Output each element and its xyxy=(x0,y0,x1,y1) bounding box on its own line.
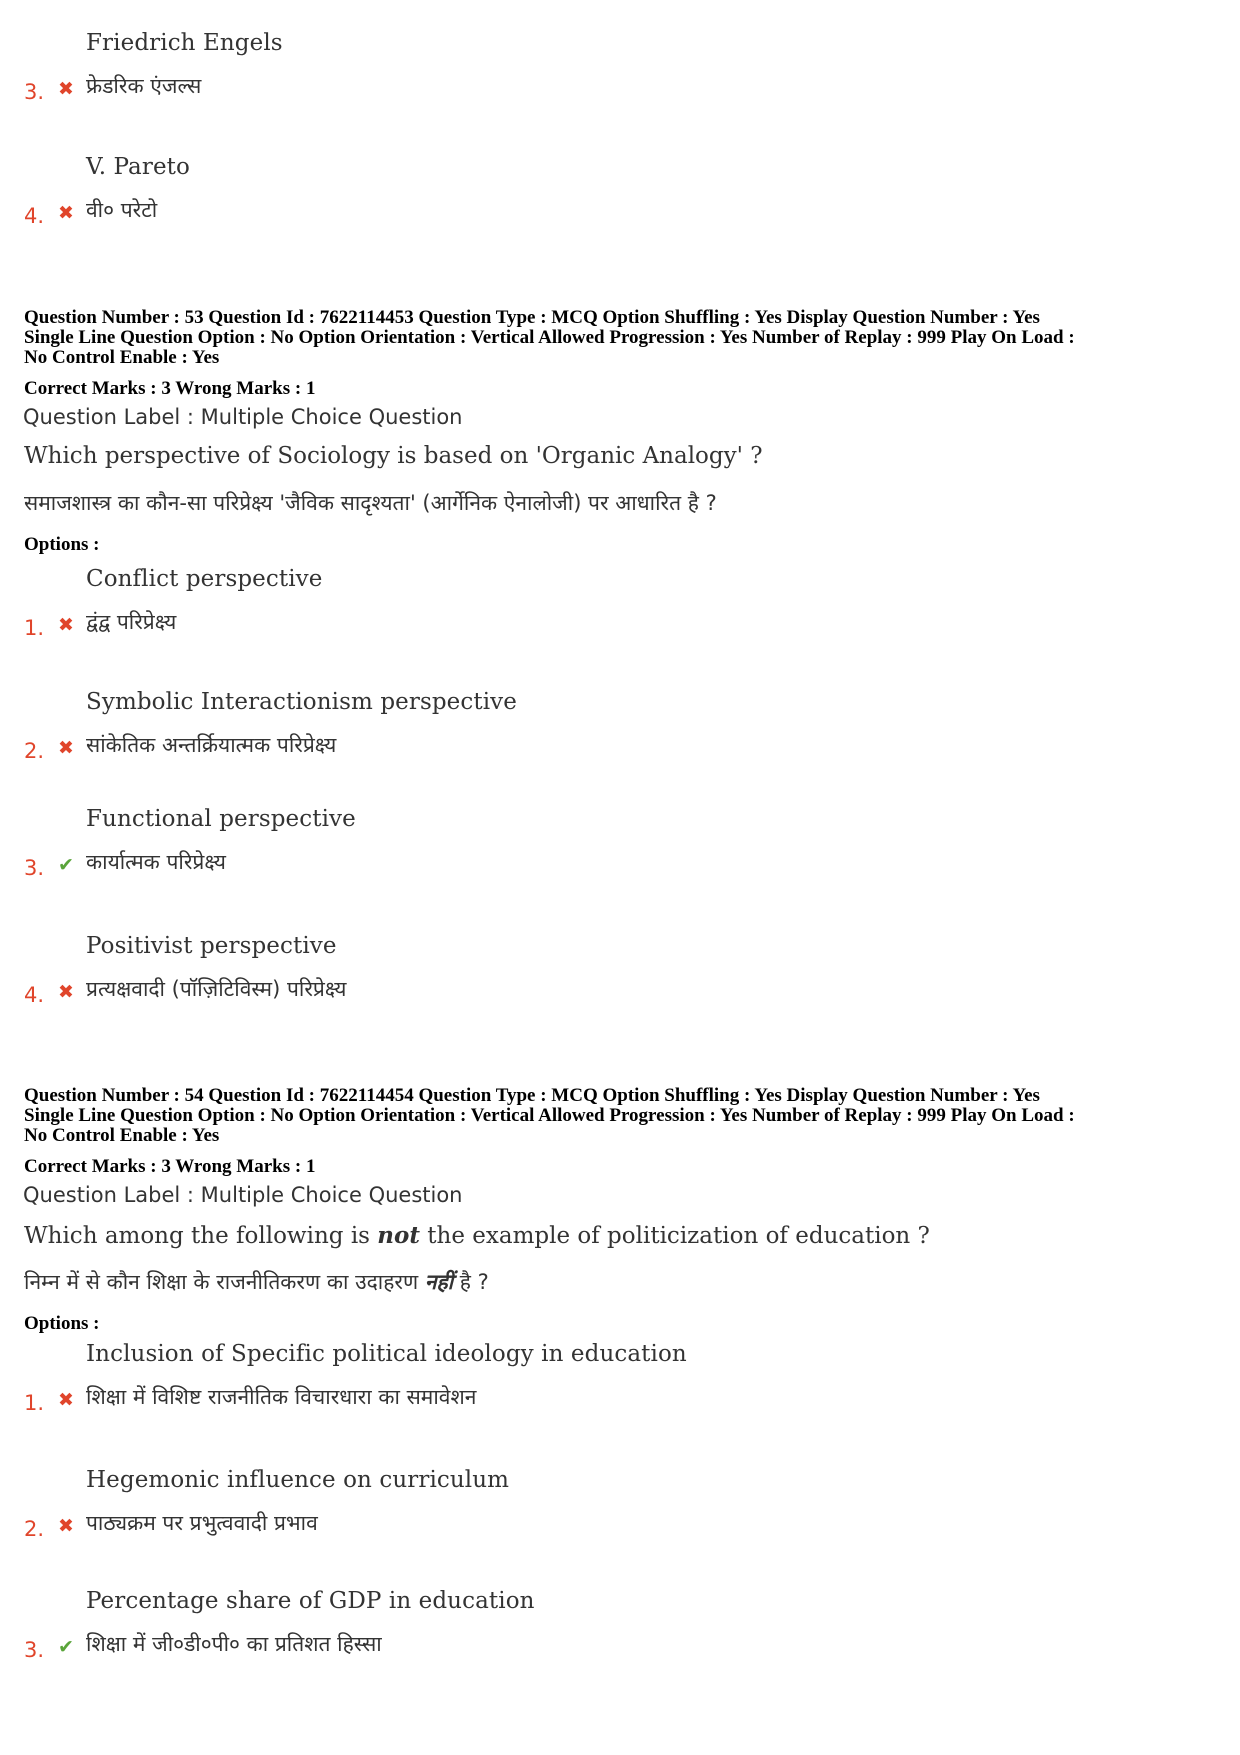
correct-check-icon: ✔ xyxy=(58,854,74,876)
meta-line: Single Line Question Option : No Option Orientation : Vertical Allowed Progression : Yes Number of Replay : 999 Play On Load : xyxy=(24,327,1075,348)
question-text-part: Which among the following is xyxy=(24,1223,378,1249)
option-text-en: V. Pareto xyxy=(86,154,190,180)
wrong-cross-icon: ✖ xyxy=(58,1515,74,1537)
option-text-hi: प्रत्यक्षवादी (पॉज़िटिविस्म) परिप्रेक्ष्य xyxy=(86,977,347,1001)
question-label: Question Label : Multiple Choice Question xyxy=(23,1183,463,1207)
question-label: Question Label : Multiple Choice Question xyxy=(23,405,463,429)
option-number: 4. xyxy=(24,204,45,228)
question-text-part: निम्न में से कौन शिक्षा के राजनीतिकरण का उदाहरण xyxy=(24,1270,425,1294)
option-number: 4. xyxy=(24,983,45,1007)
wrong-cross-icon: ✖ xyxy=(58,737,74,759)
option-text-hi: कार्यात्मक परिप्रेक्ष्य xyxy=(86,850,226,874)
question-text-en: Which perspective of Sociology is based on 'Organic Analogy' ? xyxy=(24,443,763,469)
option-text-en: Friedrich Engels xyxy=(86,30,283,56)
option-text-en: Hegemonic influence on curriculum xyxy=(86,1467,510,1493)
question-text-part: है ? xyxy=(453,1270,489,1294)
option-text-hi: सांकेतिक अन्तर्क्रियात्मक परिप्रेक्ष्य xyxy=(86,733,337,757)
wrong-cross-icon: ✖ xyxy=(58,981,74,1003)
option-text-en: Percentage share of GDP in education xyxy=(86,1588,535,1614)
meta-line: No Control Enable : Yes xyxy=(24,1125,220,1146)
option-number: 1. xyxy=(24,616,45,640)
option-text-en: Functional perspective xyxy=(86,806,356,832)
question-marks: Correct Marks : 3 Wrong Marks : 1 xyxy=(24,1156,316,1177)
options-label: Options : xyxy=(24,1313,100,1334)
option-number: 3. xyxy=(24,1638,45,1662)
option-number: 2. xyxy=(24,1517,45,1541)
question-text-en xyxy=(24,1222,930,1249)
correct-check-icon: ✔ xyxy=(58,1636,74,1658)
wrong-cross-icon: ✖ xyxy=(58,78,74,100)
question-text-hi xyxy=(24,1268,489,1296)
option-text-hi: पाठ्यक्रम पर प्रभुत्ववादी प्रभाव xyxy=(86,1511,318,1535)
option-text-hi: शिक्षा में जी०डी०पी० का प्रतिशत हिस्सा xyxy=(86,1632,382,1656)
option-text-en: Symbolic Interactionism perspective xyxy=(86,689,517,715)
wrong-cross-icon: ✖ xyxy=(58,1389,74,1411)
wrong-cross-icon: ✖ xyxy=(58,614,74,636)
wrong-cross-icon: ✖ xyxy=(58,202,74,224)
meta-line: Single Line Question Option : No Option Orientation : Vertical Allowed Progression : Yes Number of Replay : 999 Play On Load : xyxy=(24,1105,1075,1126)
option-number: 3. xyxy=(24,80,45,104)
option-number: 2. xyxy=(24,739,45,763)
question-text-emphasis: नहीं xyxy=(424,1270,454,1294)
meta-line: No Control Enable : Yes xyxy=(24,347,220,368)
option-text-hi: द्वंद्व परिप्रेक्ष्य xyxy=(86,610,177,634)
option-text-en: Positivist perspective xyxy=(86,933,337,959)
question-text-hi: समाजशास्त्र का कौन-सा परिप्रेक्ष्य 'जैविक सादृश्यता' (आर्गेनिक ऐनालोजी) पर आधारित है ? xyxy=(24,491,717,515)
question-meta xyxy=(24,308,1075,368)
question-meta xyxy=(24,1086,1075,1146)
option-text-en: Inclusion of Specific political ideology in education xyxy=(86,1341,687,1367)
meta-line: Question Number : 54 Question Id : 7622114454 Question Type : MCQ Option Shuffling : Yes Display Question Number : Yes xyxy=(24,1085,1040,1106)
options-label: Options : xyxy=(24,534,100,555)
question-text-emphasis: not xyxy=(377,1222,420,1249)
question-marks: Correct Marks : 3 Wrong Marks : 1 xyxy=(24,378,316,399)
meta-line: Question Number : 53 Question Id : 7622114453 Question Type : MCQ Option Shuffling : Yes Display Question Number : Yes xyxy=(24,307,1040,328)
option-number: 3. xyxy=(24,856,45,880)
option-text-en: Conflict perspective xyxy=(86,566,323,592)
option-number: 1. xyxy=(24,1391,45,1415)
question-text-part: the example of politicization of education ? xyxy=(419,1223,930,1249)
option-text-hi: शिक्षा में विशिष्ट राजनीतिक विचारधारा का समावेशन xyxy=(86,1385,477,1409)
option-text-hi: फ्रेडरिक एंजल्स xyxy=(86,74,202,98)
option-text-hi: वी० परेटो xyxy=(86,198,158,222)
